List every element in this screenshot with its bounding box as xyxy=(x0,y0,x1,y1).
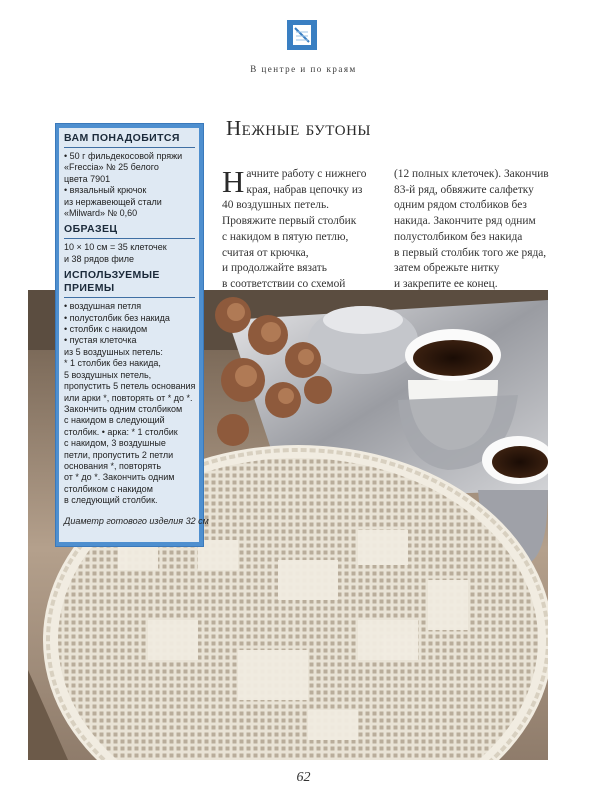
divider xyxy=(64,147,195,148)
technique-line: или арки *, повторять от * до *. xyxy=(64,392,193,403)
technique-line: в следующий столбик. xyxy=(64,495,158,506)
divider xyxy=(64,297,195,298)
text-line: 83-й ряд, обвяжите салфетку xyxy=(394,183,534,196)
diameter-note: Диаметр готового изделия 32 см xyxy=(64,515,209,526)
text-line: Провяжите первый столбик xyxy=(222,215,357,228)
technique-line: * 1 столбик без накида, xyxy=(64,358,161,369)
technique-line: • полустолбик без накида xyxy=(64,312,170,323)
technique-line: с накидом в следующий xyxy=(64,415,165,426)
text-line: края, набрав цепочку из xyxy=(246,183,363,196)
materials-line: «Freccia» № 25 белого xyxy=(64,162,159,173)
text-line: (12 полных клеточек). Закончив xyxy=(394,168,549,180)
page-number: 62 xyxy=(296,770,311,785)
technique-line: столбик. • арка: * 1 столбик xyxy=(64,426,178,437)
sample-line: и 38 рядов филе xyxy=(64,253,135,264)
materials-line: цвета 7901 xyxy=(64,173,111,184)
materials-line: из нержавеющей стали xyxy=(64,196,162,207)
intro-column-1 xyxy=(222,164,382,293)
text-line: с накидом в пятую петлю, xyxy=(222,230,349,243)
text-line: считая от крючка, xyxy=(222,246,309,259)
technique-line: • столбик с накидом xyxy=(64,324,148,335)
materials-line: • вязальный крючок xyxy=(64,185,147,196)
sample-heading: ОБРАЗЕЦ xyxy=(64,223,118,236)
technique-line: 5 воздушных петель, xyxy=(64,369,152,380)
divider xyxy=(64,238,195,239)
sample-line: 10 × 10 см = 35 клеточек xyxy=(64,242,167,253)
text-line: в первый столбик того же ряда, xyxy=(394,246,547,259)
info-panel xyxy=(59,128,209,542)
text-line: в соответствии со схемой xyxy=(222,277,346,290)
materials-line: • 50 г фильдекосовой пряжи xyxy=(64,151,183,161)
text-line: и закрепите ее конец. xyxy=(394,277,498,290)
technique-line: от * до *. Закончить одним xyxy=(64,472,175,483)
materials-line: «Milward» № 0,60 xyxy=(64,208,138,219)
intro-column-2 xyxy=(394,167,554,293)
technique-line: столбиком с накидом xyxy=(64,483,153,494)
technique-line: пропустить 5 петель основания xyxy=(64,381,196,392)
technique-line: из 5 воздушных петель: xyxy=(64,346,163,357)
text-line: полустолбиком без накида xyxy=(394,230,523,243)
text-line: ачните работу с нижнего xyxy=(246,168,367,180)
text-line: затем обрежьте нитку xyxy=(394,262,500,275)
technique-line: петли, пропустить 2 петли xyxy=(64,449,174,460)
book-logo-icon xyxy=(287,20,317,50)
section-heading: В центре и по краям xyxy=(250,64,357,74)
dropcap: Н xyxy=(222,164,245,199)
technique-line: • пустая клеточка xyxy=(64,335,137,346)
techniques-heading: ИСПОЛЬЗУЕМЫЕ ПРИЕМЫ xyxy=(64,269,160,295)
text-line: и продолжайте вязать xyxy=(222,262,327,275)
technique-line: • воздушная петля xyxy=(64,301,142,312)
technique-line: с накидом, 3 воздушные xyxy=(64,438,166,449)
article-title: Нежные бутоны xyxy=(226,116,372,140)
text-line: накида. Закончите ряд одним xyxy=(394,215,536,228)
text-line: одним рядом столбиков без xyxy=(394,199,527,212)
technique-line: основания *, повторять xyxy=(64,460,162,471)
technique-line: Закончить одним столбиком xyxy=(64,403,183,414)
text-line: 40 воздушных петель. xyxy=(222,199,329,212)
materials-heading: ВАМ ПОНАДОБИТСЯ xyxy=(64,132,180,144)
